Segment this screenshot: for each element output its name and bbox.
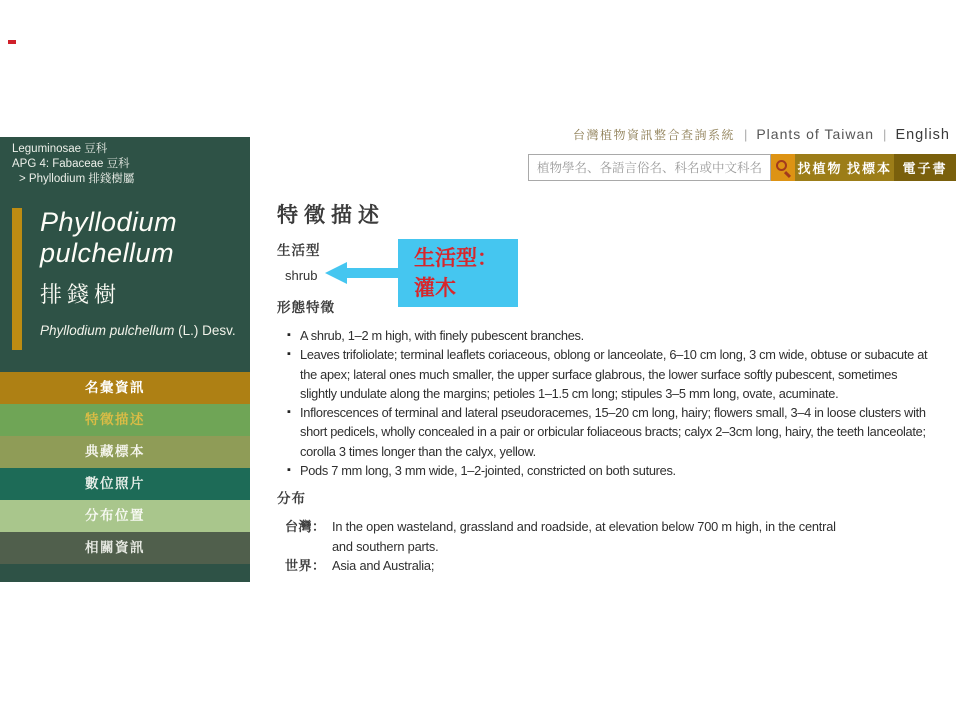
search-input[interactable] <box>528 154 771 181</box>
find-specimens-button[interactable]: 找標本 <box>845 154 894 181</box>
distribution-world-row <box>285 556 850 576</box>
site-title-en[interactable]: Plants of Taiwan <box>756 128 875 142</box>
language-link[interactable]: English <box>895 128 950 143</box>
species-latin-name <box>40 207 177 269</box>
species-chinese-name: 排錢樹 <box>40 282 122 307</box>
gold-accent-bar <box>12 208 22 350</box>
species-latin-line2: pulchellum <box>40 238 175 268</box>
breadcrumb-genus[interactable]: > Phyllodium 排錢樹屬 <box>19 173 135 185</box>
morphology-item: ▪ Pods 7 mm long, 3 mm wide, 1–2-jointed, constricted on both sutures. <box>277 461 932 480</box>
search-icon <box>776 160 787 171</box>
ebook-button[interactable]: 電子書 <box>894 154 956 181</box>
sidebar-item-related-info[interactable]: 相關資訊 <box>0 532 250 564</box>
life-form-label: 生活型 <box>277 243 321 258</box>
find-plants-button[interactable]: 找植物 <box>795 154 845 181</box>
distribution-label: 分布 <box>277 491 306 506</box>
red-annotation-mark <box>8 40 16 44</box>
morphology-item: ▪ A shrub, 1–2 m high, with finely pubescent branches. <box>277 326 932 345</box>
breadcrumb-apg-family[interactable]: APG 4: Fabaceae 豆科 <box>12 158 130 170</box>
sidebar-item-distribution[interactable]: 分布位置 <box>0 500 250 532</box>
search-button[interactable] <box>771 154 795 181</box>
callout-line2: 灌木 <box>414 277 456 300</box>
life-form-value: shrub <box>285 268 318 283</box>
annotation-callout <box>398 239 518 307</box>
morphology-item: ▪ Leaves trifoliolate; terminal leaflets coriaceous, oblong or lanceolate, 6–10 cm long, 3 cm wide, obtuse or subacute at the apex; lateral ones much smaller, the upper surface glabrous, the lower surface softly pubescent, sometimes slightly undulate along the margins; petioles 1–1.5 cm long; stipules 3–5 mm long, ovate, acuminate. <box>277 345 932 403</box>
callout-arrow-icon <box>325 262 347 284</box>
separator: | <box>883 128 887 142</box>
site-title-zh[interactable]: 台灣植物資訊整合查詢系統 <box>572 128 735 142</box>
sidebar-item-name-info[interactable]: 名彙資訊 <box>0 372 250 404</box>
separator: | <box>743 128 748 142</box>
sidebar <box>0 137 250 582</box>
world-label: 世界： <box>285 558 326 573</box>
sci-name-author: (L.) Desv. <box>174 323 236 338</box>
sci-name-binomial: Phyllodium pulchellum <box>40 323 175 338</box>
world-text: Asia and Australia; <box>332 558 435 573</box>
sidebar-item-photos[interactable]: 數位照片 <box>0 468 250 500</box>
sidebar-item-description[interactable]: 特徵描述 <box>0 404 250 436</box>
callout-arrow-shaft <box>346 268 398 278</box>
site-header <box>520 128 950 148</box>
breadcrumb <box>12 142 134 187</box>
taiwan-text: In the open wasteland, grassland and roadside, at elevation below 700 m high, in the central and southern parts. <box>332 519 836 554</box>
taiwan-label: 台灣： <box>285 519 326 534</box>
morphology-item: ▪ Inflorescences of terminal and lateral pseudoracemes, 15–20 cm long, hairy; flowers small, 3–4 in loose clusters with short pedicels, wholly concealed in a pair or orbicular foliaceous bracts; calyx 2–3cm long, hairy, the teeth lanceolate; corolla 3 times longer than the calyx, yellow. <box>277 403 932 461</box>
page-title: 特徵描述 <box>277 204 385 227</box>
sidebar-item-specimens[interactable]: 典藏標本 <box>0 436 250 468</box>
species-scientific-name <box>40 323 236 338</box>
breadcrumb-family[interactable]: Leguminosae 豆科 <box>12 143 108 155</box>
search-bar <box>528 154 956 181</box>
sidebar-menu <box>0 372 250 564</box>
distribution-taiwan-row <box>285 517 850 556</box>
morphology-list <box>277 326 932 480</box>
morphology-label: 形態特徵 <box>277 300 335 315</box>
species-latin-line1: Phyllodium <box>40 207 178 237</box>
callout-line1: 生活型： <box>414 247 498 270</box>
